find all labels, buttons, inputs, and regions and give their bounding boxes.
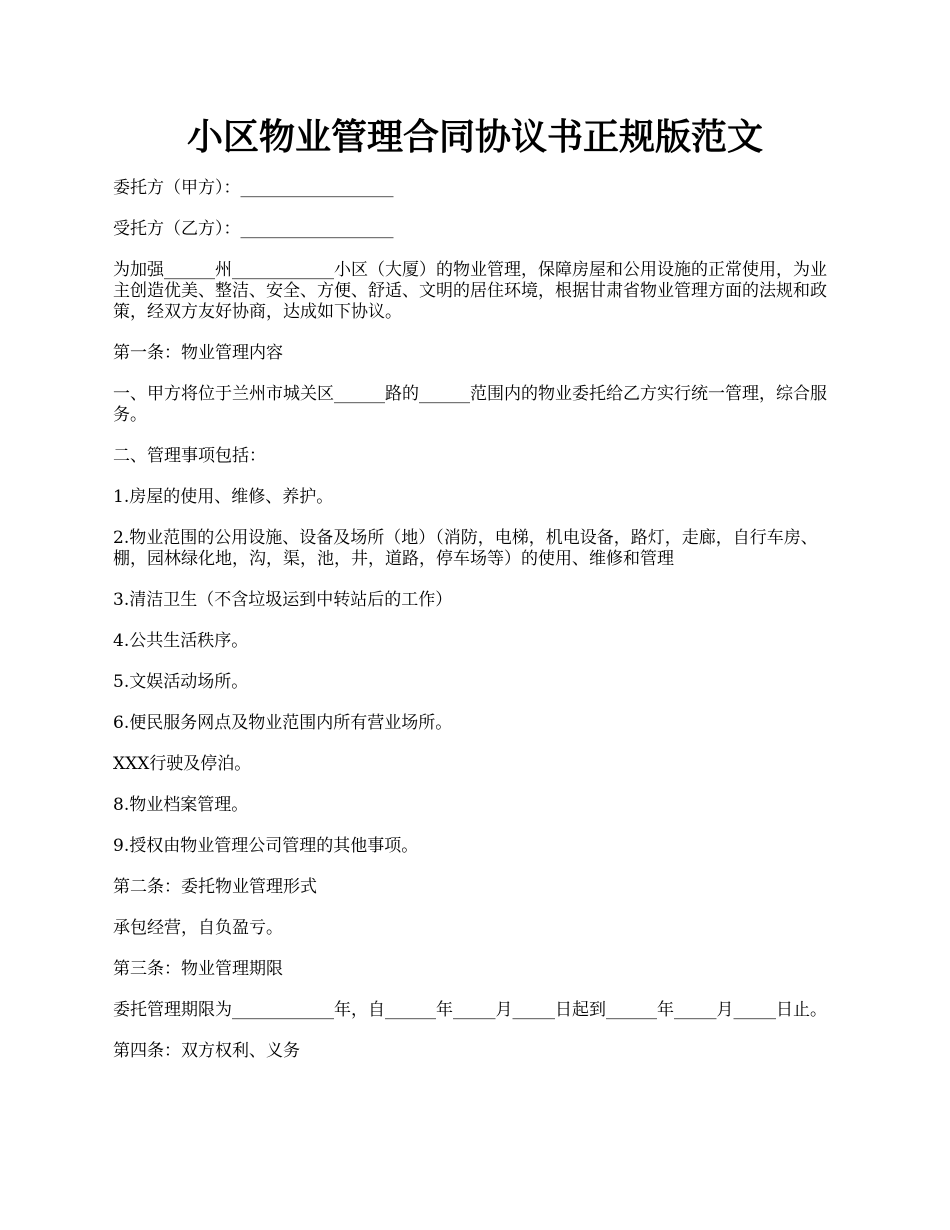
article-heading: 第四条：双方权利、义务: [113, 1041, 300, 1061]
body-paragraph: 一、甲方将位于兰州市城关区______路的______范围内的物业委托给乙方实行统一管理，综合服务。: [113, 384, 827, 425]
list-item: 6.便民服务网点及物业范围内所有营业场所。: [113, 713, 453, 733]
section-heading: 二、管理事项包括：: [113, 446, 266, 466]
document-title: 小区物业管理合同协议书正规版范文: [186, 116, 763, 158]
list-item: XXX行驶及停泊。: [113, 754, 252, 774]
document-body: [113, 178, 843, 1082]
article-heading: 第三条：物业管理期限: [113, 959, 283, 979]
list-item: 5.文娱活动场所。: [113, 672, 249, 692]
body-paragraph: 委托管理期限为____________年，自______年_____月_____日起到______年_____月_____日止。: [113, 1000, 827, 1020]
article-heading: 第二条：委托物业管理形式: [113, 877, 317, 897]
list-item: 8.物业档案管理。: [113, 795, 249, 815]
list-item: 2.物业范围的公用设施、设备及场所（地）（消防，电梯，机电设备，路灯，走廊，自行车房、棚，园林绿化地，沟，渠，池，井，道路，停车场等）的使用、维修和管理: [113, 528, 818, 569]
article-heading: 第一条：物业管理内容: [113, 343, 283, 363]
list-item: 4.公共生活秩序。: [113, 631, 249, 651]
party-a-line: 委托方（甲方）：__________________: [113, 178, 394, 198]
party-b-line: 受托方（乙方）：__________________: [113, 219, 394, 239]
body-paragraph: 承包经营，自负盈亏。: [113, 918, 283, 938]
preamble-paragraph: 为加强______州____________小区（大厦）的物业管理，保障房屋和公用设施的正常使用，为业主创造优美、整洁、安全、方便、舒适、文明的居住环境，根据甘肃省物业管理方面的法规和政策，经双方友好协商，达成如下协议。: [113, 260, 827, 322]
list-item: 9.授权由物业管理公司管理的其他事项。: [113, 836, 419, 856]
list-item: 3.清洁卫生（不含垃圾运到中转站后的工作）: [113, 590, 453, 610]
list-item: 1.房屋的使用、维修、养护。: [113, 487, 334, 507]
